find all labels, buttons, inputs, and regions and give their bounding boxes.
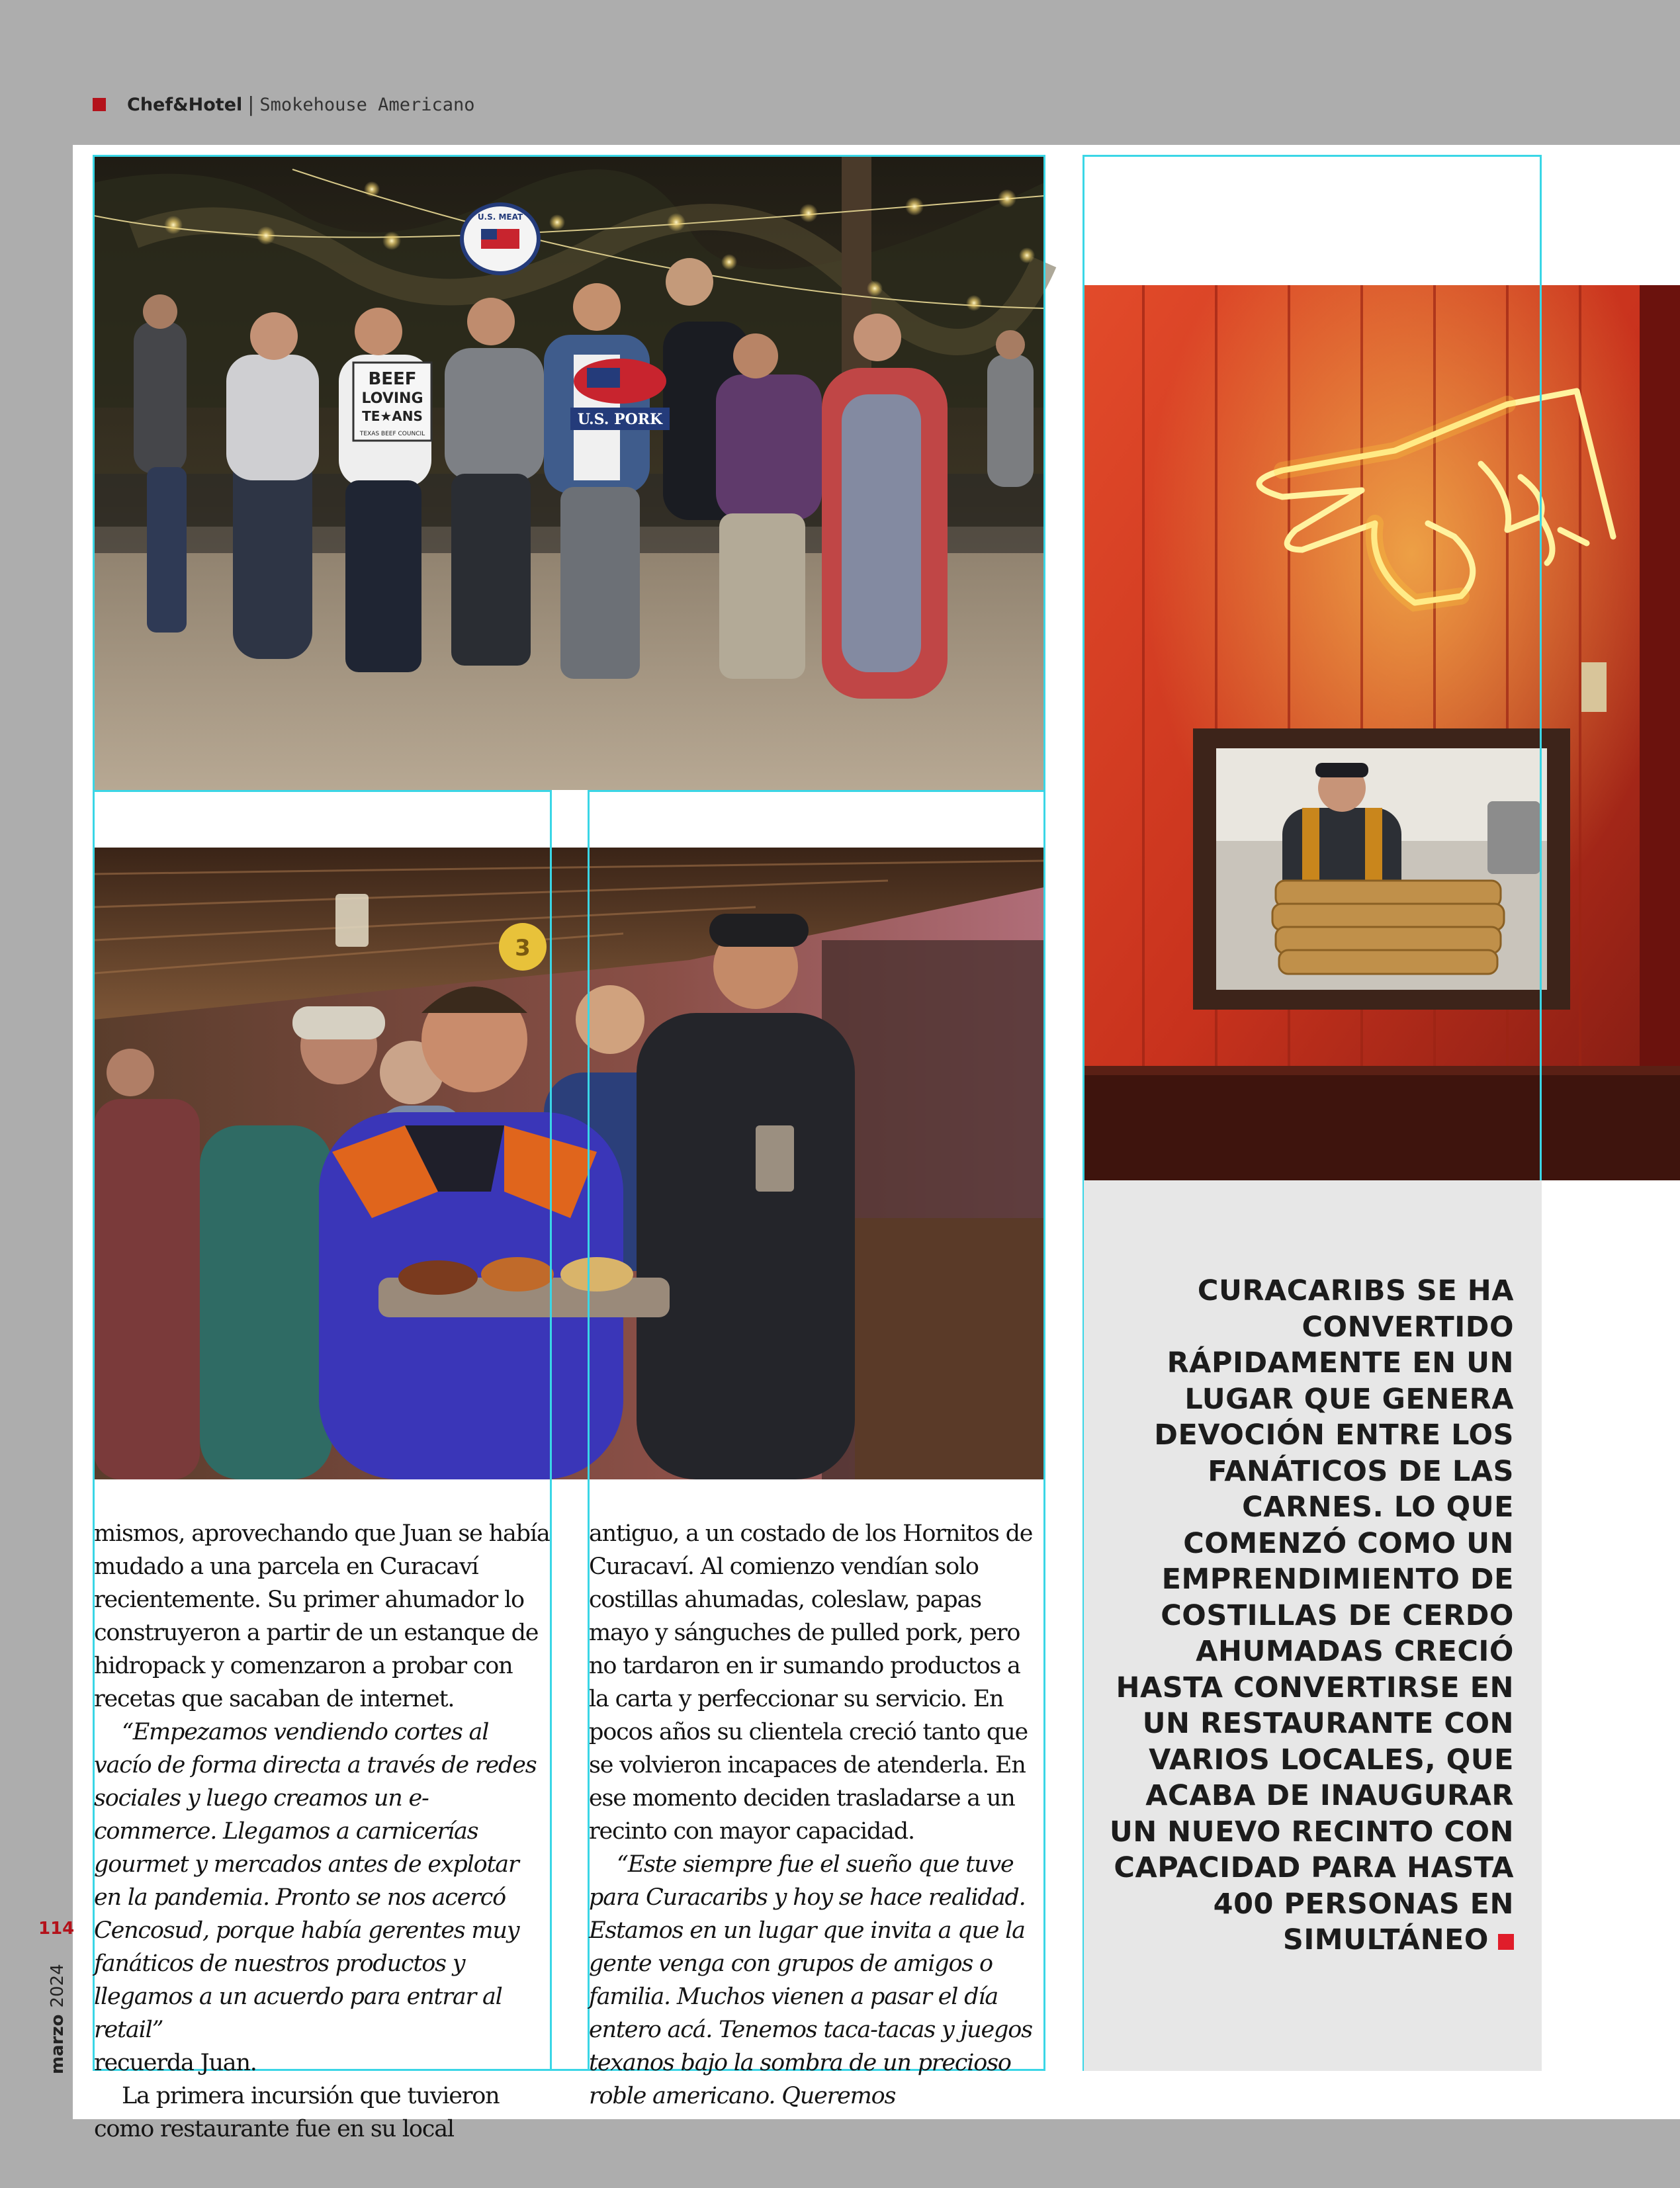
shirt-text-loving: LOVING [361,390,423,407]
quote-paragraph: “Este siempre fue el sueño que tuve para Curacaribs y hoy se hace realidad. Estamos en un lugar que invita a que la gente venga con grupos de amigos o familia. Muchos vienen a pasar el día entero acá. Tenemos taca-tacas y juegos texanos bajo la sombra de un precioso roble americano. Queremos [589,1851,1032,2109]
body-column-1 [94,1517,551,2142]
issue-year: 2024 [48,1964,67,2008]
photo-group-night-event [94,156,1044,790]
photo-neon-kitchen [1084,285,1680,1180]
sign-us-meat: U.S. MEAT [477,212,523,222]
paragraph: recuerda Juan. [94,2050,257,2076]
paragraph: La primera incursión que tuvieron como restaurante fue en su local [94,2083,500,2142]
page-number: 114 [38,1919,75,1939]
shirt-text-beef: BEEF [368,369,417,389]
header-brand: Chef&Hotel [127,94,243,115]
sign-us-pork: U.S. PORK [577,411,663,428]
header-section: Smokehouse Americano [259,94,475,115]
badge-number: 3 [515,935,531,961]
header-square-icon [93,98,106,111]
end-square-icon [1498,1934,1514,1950]
pull-quote-box [1084,1180,1542,2071]
photo-group-restaurant [94,848,1044,1479]
shirt-text-council: TEXAS BEEF COUNCIL [359,431,425,437]
body-column-2 [589,1517,1045,2109]
paragraph: mismos, aprovechando que Juan se había mudado a una parcela en Curacaví recientemente. Su primer ahumador lo construyeron a partir de un estanque de hidropack y comenzaron a probar con recetas que sacaban de internet. [94,1520,550,1712]
pull-quote [1090,1273,1514,1958]
issue-date [48,1964,67,2074]
shirt-text-texans: TE★ANS [362,408,423,424]
quote-paragraph: “Empezamos vendiendo cortes al vacío de forma directa a través de redes sociales y luego creamos un e-commerce. Llegamos a carnicerías gourmet y mercados antes de explotar en la pandemia. Pronto se nos acercó Cencosud, porque había gerentes muy fanáticos de nuestros productos y llegamos a un acuerdo para entrar al retail” [94,1719,537,2043]
paragraph: antiguo, a un costado de los Hornitos de Curacaví. Al comienzo vendían solo costillas ahumadas, coleslaw, papas mayo y sánguches de pulled pork, pero no tardaron en ir sumando productos a la carta y perfeccionar su servicio. En pocos años su clientela creció tanto que se volvieron incapaces de atenderla. En ese momento deciden trasladarse a un recinto con mayor capacidad. [589,1520,1033,1845]
running-header [93,91,474,118]
issue-month: marzo [48,2014,67,2074]
header-separator: | [247,93,255,116]
pull-quote-text: CURACARIBS SE HA CONVERTIDO RÁPIDAMENTE EN UN LUGAR QUE GENERA DEVOCIÓN ENTRE LOS FANÁTICOS DE LAS CARNES. LO QUE COMENZÓ COMO UN EMPRENDIMIENTO DE COSTILLAS DE CERDO AHUMADAS CRECIÓ HASTA CONVERTIRSE EN UN RESTAURANTE CON VARIOS LOCALES, QUE ACABA DE INAUGURAR UN NUEVO RECINTO CON CAPACIDAD PARA HASTA 400 PERSONAS EN SIMULTÁNEO [1109,1274,1514,1956]
